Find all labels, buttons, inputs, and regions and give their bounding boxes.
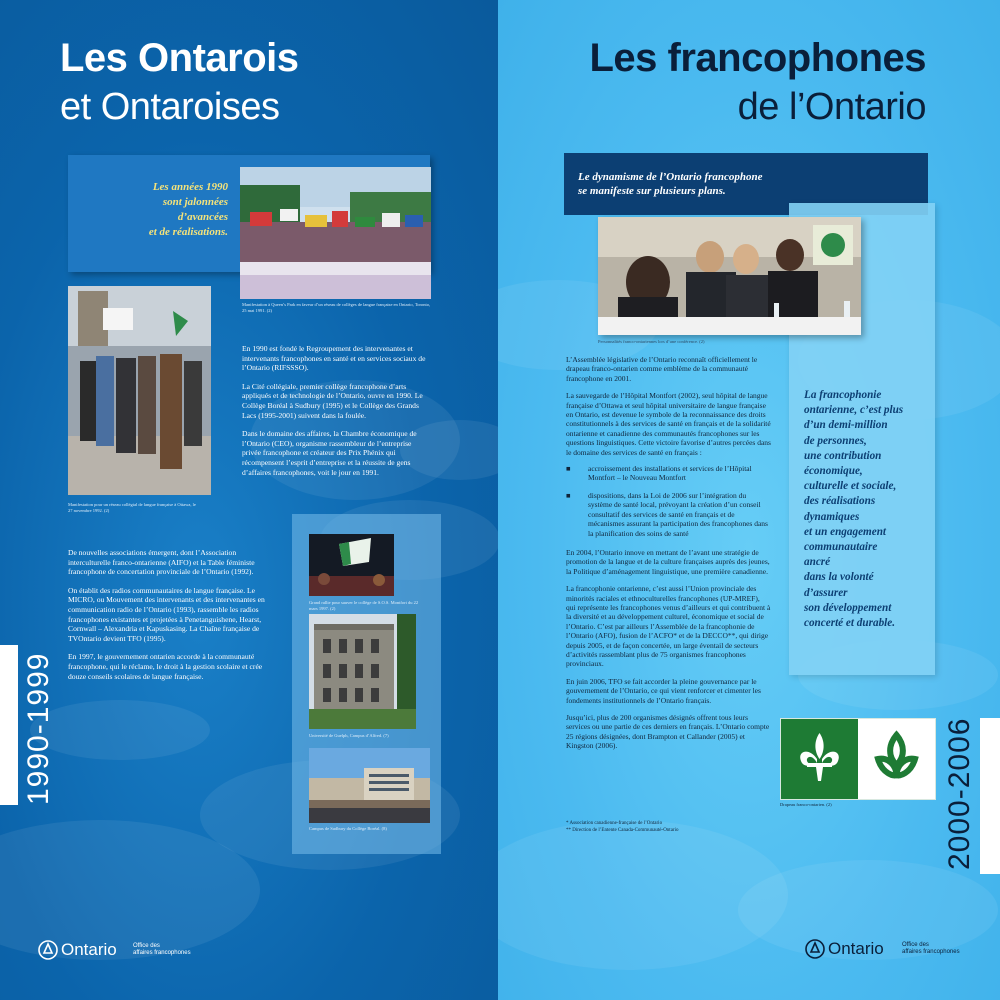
- flag-white-half: [858, 719, 935, 799]
- conference-caption: Personnalités franco-ontariennes lors d’une conférence. (2): [598, 339, 705, 344]
- rally-photo: [68, 286, 211, 495]
- left-title-line2: et Ontaroises: [60, 86, 280, 128]
- sudbury-campus-photo: [309, 748, 430, 823]
- office-label: Office des affaires francophones: [133, 943, 191, 956]
- callout-text: Les années 1990 sont jalonnées d’avancées et de réalisations.: [148, 181, 228, 238]
- fleur-de-lis-icon: [781, 719, 858, 799]
- year-range-right: 2000-2006: [943, 717, 976, 870]
- flag-rally-photo: [309, 534, 394, 596]
- franco-ontarian-flag: [780, 718, 936, 800]
- header-text: Le dynamisme de l’Ontario francophone se manifeste sur plusieurs plans.: [578, 171, 763, 197]
- right-text-block: L’Assemblée législative de l’Ontario reconnaît officiellement le drapeau franco-ontarien comme emblème de la communauté francophone en 2001. La sauvegarde de l’Hôpital Montfort (2002), seul hôpital de langue française d’Ottawa et seul hôpital universitaire de langue française en Ontario, est devenue le symbole de la reconnaissance des droits constitutionnels à des services de santé en français et de la solidarité ontarienne et canadienne des communautés francophones sur les questions linguistiques. Cette victoire favorise d’autres percées dans le domaine des services de santé en français : ■ accroissement des installations et services de l’Hôpital Montfort – le Nouveau Montfort ■ dispositions, dans la Loi de 2006 sur l’intégration du système de santé local, prévoyant la création d’un conseil consultatif des services de santé en français et de mécanismes assurant la participation des francophones dans la planification des soins de santé En 2004, l’Ontario innove en mettant de l’avant une stratégie de promotion de la langue et de la culture françaises auprès des jeunes, la Politique d’aménagement linguistique, une première canadienne. La francophonie ontarienne, c’est aussi l’Union provinciale des minorités raciales et ethnoculturelles francophones (UP-MREF), qui représente les francophones venus d’ailleurs et qui contribuent à la diversité et au développement culturel, économique et social de l’Ontario. C’est par ailleurs l’Assemblée de la francophonie de l’Ontario (AFO), fusion de l’ACFO* et de la DECCO**, qui dirige depuis 2005, et de façon concertée, un large éventail de secteurs d’activités rassemblant plus de 75 organismes francophones provinciaux. En juin 2006, TFO se fait accorder la pleine gouvernance par le gouvernement de l’Ontario, ce qui vient renforcer et cimenter les fondements institutionnels de l’Ontario français. Jusqu’ici, plus de 200 organismes désignés offrent tous leurs services ou une partie de ces derniers en français. L’Ontario compte 25 régions désignées, dont Brampton et Callander (2005) et Kingston (2006).: [566, 355, 771, 751]
- right-title-line2: de l’Ontario: [737, 86, 926, 128]
- left-text-block-b: De nouvelles associations émergent, dont l’Association interculturelle franco-ontarienne (AIFO) et la Table féministe francophone de concertation provinciale de l’Ontario (1992). On établit des radios communautaires de langue française. Le MICRO, ou Mouvement des intervenants et des intervenantes en communication radio de l’Ontario (1993), rassemble les radios francophones existantes et projetées à Penetanguishene, Hearst, Cornwall – Alexandria et Kapuskasing. La Chaîne française de TVOntario devient TFO (1995). En 1997, le gouvernement ontarien accorde à la communauté francophone, qui le réclame, le droit à la gestion scolaire et crée douze conseils scolaires de langue française.: [68, 548, 265, 681]
- photo5-caption: Campus de Sudbury du Collège Boréal. (8): [309, 826, 387, 831]
- office-label: Office des affaires francophones: [902, 942, 960, 955]
- bullet-item: ■ dispositions, dans la Loi de 2006 sur l’intégration du système de santé local, prévoyant la création d’un conseil consultatif des services de santé en français et de mécanismes assurant la participation des francophones dans la planification des soins de santé: [566, 490, 768, 538]
- photo4-caption: Université de Guelph, Campus d’Alfred. (7): [309, 733, 389, 738]
- bullet-square-icon: ■: [566, 490, 571, 500]
- flag-caption: Drapeau franco-ontarien. (2): [780, 802, 832, 807]
- conference-photo: [598, 217, 861, 335]
- ontario-logo-text: Ontario: [828, 939, 884, 958]
- left-text-block-a: En 1990 est fondé le Regroupement des intervenantes et intervenants francophones en santé et en services sociaux de l’Ontario (RIFSSSO). La Cité collégiale, premier collège francophone d’arts appliqués et de technologie de l’Ontario, ouvre en 1990. Le Collège Boréal à Sudbury (1995) et le Collège des Grands Lacs (1995-2001) suivent dans la foulée. Dans le domaine des affaires, la Chambre économique de l’Ontario (CEO), organisme rassembleur de l’entreprise privée francophone et créateur des Prix Phénix qui récompensent l’esprit d’entreprise et la réussite de gens d’affaires francophones, voit le jour en 1991.: [242, 344, 426, 477]
- ontario-trillium-icon: [805, 939, 825, 964]
- bullet-item: ■ accroissement des installations et services de l’Hôpital Montfort – le Nouveau Montfort: [566, 464, 752, 483]
- year-tab-left: [0, 645, 18, 805]
- right-panel: [498, 0, 1000, 1000]
- ontario-logo-text: Ontario: [61, 940, 117, 959]
- year-tab-right: [980, 718, 1000, 874]
- photo3-caption: Grand rallie pour sauver le collège de S.O.S. Montfort du 22 mars 1997. (2): [309, 600, 419, 611]
- quote-text: La francophonie ontarienne, c’est plus d’un demi-million de personnes, une contribution économique, culturelle et sociale, des réalisations dynamiques et un engagement communautaire ancré dans la volonté d’assurer son développement concerté et durable.: [804, 389, 904, 630]
- left-title-line1: Les Ontarois: [60, 36, 299, 80]
- bullet-square-icon: ■: [566, 464, 571, 474]
- ontario-trillium-icon: [38, 940, 58, 965]
- photo1-caption: Manifestation à Queen’s Park en faveur d’un réseau de collèges de langue française en Ontario, Toronto, 25 mai 1991. (2): [242, 302, 431, 313]
- year-range-left: 1990-1999: [22, 652, 55, 805]
- left-panel: [0, 0, 498, 1000]
- right-title-line1: Les francophones: [589, 36, 926, 80]
- demonstration-photo: [240, 167, 431, 299]
- trillium-icon: [858, 719, 935, 799]
- footnotes: * Association canadienne-française de l’Ontario ** Direction de l’Entente Canada-Communauté-Ontario: [566, 821, 679, 833]
- guelph-campus-photo: [309, 614, 416, 729]
- photo2-caption: Manifestation pour un réseau collégial de langue française à Ottawa, le 27 novembre 1992. (2): [68, 502, 196, 513]
- flag-green-half: [781, 719, 858, 799]
